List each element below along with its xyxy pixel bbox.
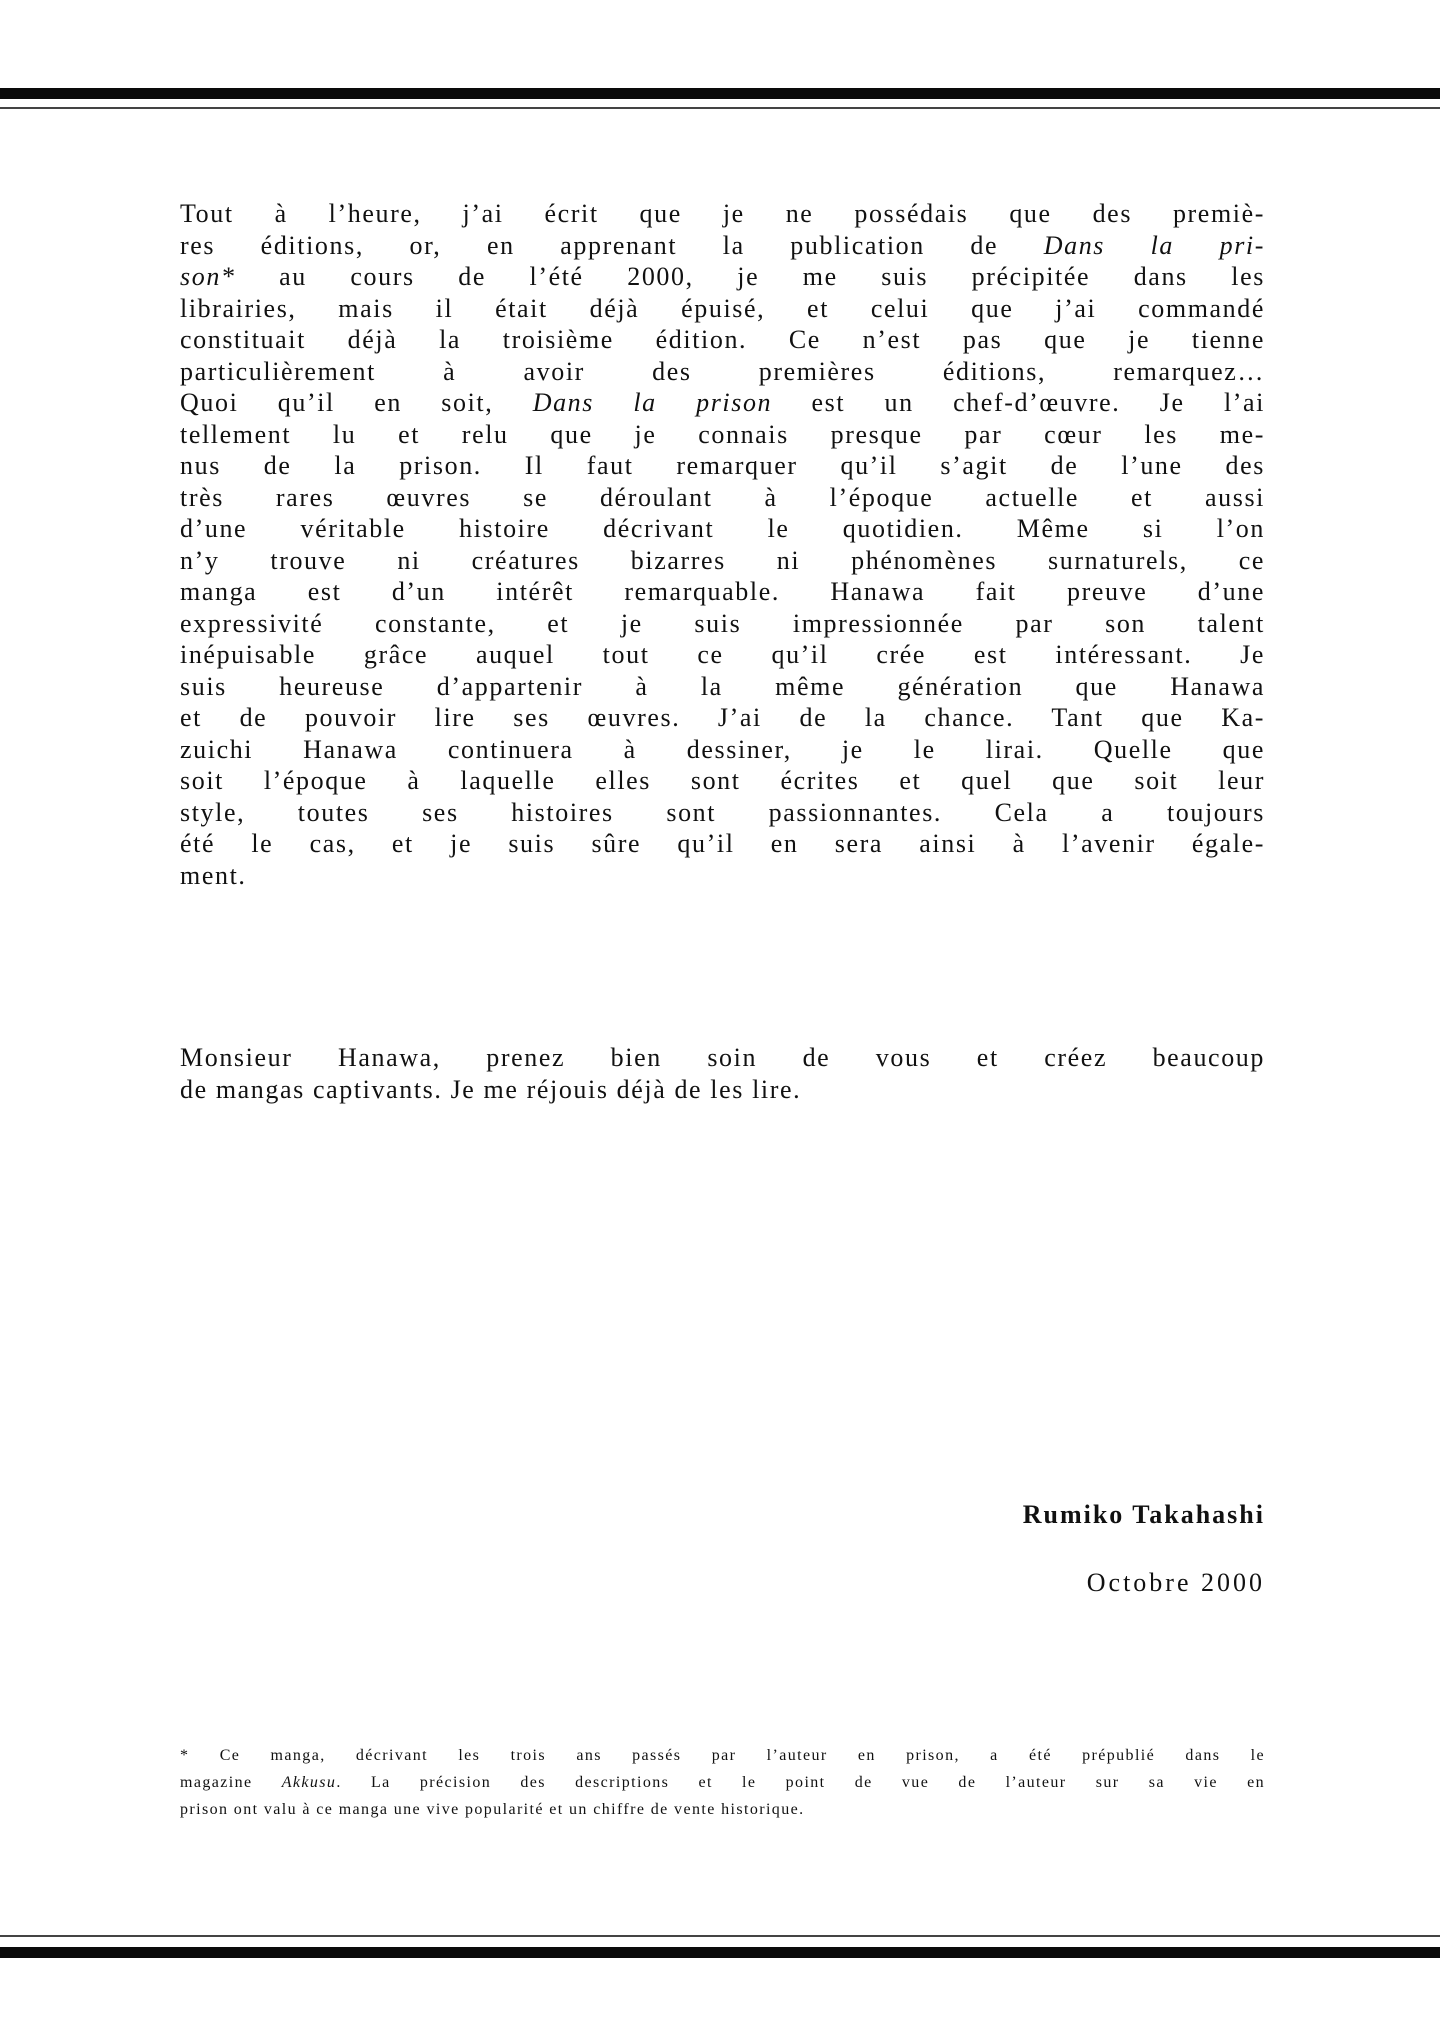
text-line: style, toutes ses histoires sont passionnantes. Cela a toujours <box>180 797 1265 827</box>
text-line: d’une véritable histoire décrivant le quotidien. Même si l’on <box>180 514 1265 543</box>
text-line: et de pouvoir lire ses œuvres. J’ai de la chance. Tant que Ka- <box>180 703 1265 732</box>
text-line: suis heureuse d’appartenir à la même génération que Hanawa <box>180 671 1265 701</box>
text-line: magazine Akkusu. La précision des descriptions et le point de vue de l’auteur sur sa vie en <box>180 1774 1265 1791</box>
footnote <box>180 1742 1265 1823</box>
text-line: particulièrement à avoir des premières éditions, remarquez… <box>180 356 1265 386</box>
text-line: Quoi qu’il en soit, Dans la prison est un chef-d’œuvre. Je l’ai <box>180 388 1265 417</box>
text-line: res éditions, or, en apprenant la publication de Dans la pri- <box>180 230 1265 260</box>
italic-title: Dans la pri- <box>1043 230 1265 260</box>
top-thin-rule <box>0 107 1440 109</box>
text-line: manga est d’un intérêt remarquable. Hanawa fait preuve d’une <box>180 577 1265 606</box>
text-line: n’y trouve ni créatures bizarres ni phénomènes surnaturels, ce <box>180 545 1265 575</box>
main-paragraph <box>180 198 1265 891</box>
text-line: son* au cours de l’été 2000, je me suis précipitée dans les <box>180 262 1265 291</box>
text-line: tellement lu et relu que je connais presque par cœur les me- <box>180 419 1265 449</box>
text-line: ment. <box>180 860 247 890</box>
text-line: zuichi Hanawa continuera à dessiner, je le lirai. Quelle que <box>180 734 1265 764</box>
text-line: de mangas captivants. Je me réjouis déjà de les lire. <box>180 1074 802 1104</box>
text-line: été le cas, et je suis sûre qu’il en sera ainsi à l’avenir égale- <box>180 829 1265 858</box>
italic-title: son* <box>180 262 236 291</box>
text-line: Tout à l’heure, j’ai écrit que je ne possédais que des premiè- <box>180 199 1265 228</box>
closing-paragraph <box>180 1042 1265 1105</box>
text-line: prison ont valu à ce manga une vive popularité et un chiffre de vente historique. <box>180 1801 805 1818</box>
text-line: Monsieur Hanawa, prenez bien soin de vous et créez beaucoup <box>180 1043 1265 1072</box>
bottom-thin-rule <box>0 1935 1440 1937</box>
text-line: inépuisable grâce auquel tout ce qu’il crée est intéressant. Je <box>180 640 1265 669</box>
italic-title: Dans la prison <box>532 388 773 417</box>
text-line: nus de la prison. Il faut remarquer qu’il s’agit de l’une des <box>180 451 1265 480</box>
signature-date: Octobre 2000 <box>1086 1568 1265 1597</box>
text-line: soit l’époque à laquelle elles sont écrites et quel que soit leur <box>180 766 1265 795</box>
text-line: librairies, mais il était déjà épuisé, et celui que j’ai commandé <box>180 293 1265 323</box>
bottom-thick-rule <box>0 1947 1440 1958</box>
italic-title: Akkusu <box>281 1774 337 1791</box>
author-signature: Rumiko Takahashi <box>1022 1500 1265 1529</box>
top-thick-rule <box>0 88 1440 99</box>
text-line: expressivité constante, et je suis impressionnée par son talent <box>180 608 1265 638</box>
text-line: très rares œuvres se déroulant à l’époque actuelle et aussi <box>180 482 1265 512</box>
text-line: * Ce manga, décrivant les trois ans passés par l’auteur en prison, a été prépublié dans le <box>180 1747 1265 1764</box>
text-line: constituait déjà la troisième édition. Ce n’est pas que je tienne <box>180 325 1265 354</box>
